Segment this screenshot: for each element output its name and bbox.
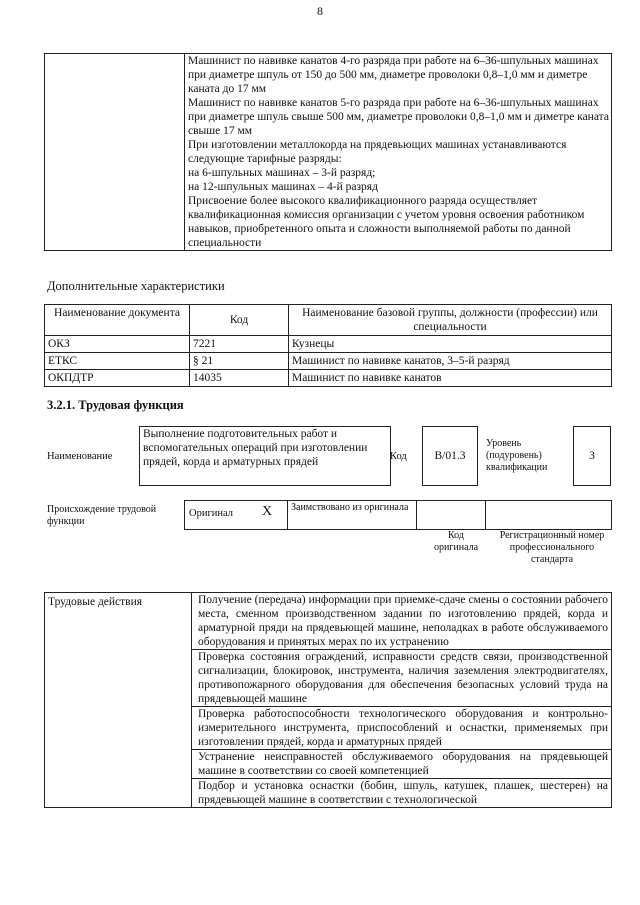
qualification-paragraph: Машинист по навивке канатов 4-го разряда при работе на 6–36-шпульных машинах при диаметре шпуль от 150 до 500 мм, диаметре проволоки 0,8–1,0 мм и диметре каната до 17 мм [188,55,599,95]
table-row [45,336,612,353]
qualification-paragraph: Машинист по навивке канатов 5-го разряда при работе на 6–36-шпульных машинах при диаметре шпуль свыше 500 мм, диаметре проволоки 0,8–1,0 мм и диметре каната свыше 17 мм [188,97,609,137]
section-title: 3.2.1. Трудовая функция [47,398,184,412]
table-row [45,370,612,387]
qualification-paragraph: на 6-шпульных машинах – 3-й разряд; [188,167,376,179]
header-doc: Наименование документа [45,305,190,336]
qualification-text-cell [185,54,612,251]
origin-table [184,500,612,530]
action-item: Получение (передача) информации при приемке-сдаче смены о состоянии рабочего места, сменном производственном задании по изготовлению прядей, корда и арматурной пряди на прядевьющей машине, неполадках в работе обслуживаемого оборудования и принятых мерах по их устранению [192,593,612,650]
level-value-box: 3 [573,426,611,486]
qualification-paragraph: Присвоение более высокого квалификационного разряда осуществляет квалификационная комиссия организации с учетом уровня освоения работником навыков, приобретенного опыта и сложности выполняемой работы по данной специальности [188,195,585,249]
reg-number-cell [486,501,612,530]
reg-number-label: Регистрационный номер профессионального стандарта [499,530,605,565]
qualification-paragraph: на 12-шпульных машинах – 4-й разряд [188,181,378,193]
page-number: 8 [317,4,323,18]
action-item: Проверка состояния ограждений, исправности средств связи, производственной сигнализации, блокировок, инструмента, наличия заземления электродвигателях, противопожарного оборудования для обеспечения безопасных условий труда на прядевьющей машине [192,650,612,707]
level-label: Уровень (подуровень) квалификации [486,438,548,473]
table-row [45,353,612,370]
function-name-box: Выполнение подготовительных работ и вспомогательных операций при изготовлении прядей, корда и арматурных прядей [139,426,391,486]
function-code-box: B/01.3 [422,426,478,486]
additional-title: Дополнительные характеристики [47,279,225,293]
action-item: Подбор и установка оснастки (бобин, шпуль, катушек, плашек, шестерен) на прядевьющей машине в соответствии с технологической [192,779,612,808]
cell-code: 7221 [190,336,289,353]
qualification-table [44,53,612,251]
original-code-cell [417,501,486,530]
action-item: Проверка работоспособности технологического оборудования и контрольно-измерительного инструмента, приспособлений и оснастки, применяемых при изготовлении прядей, корда и арматурных прядей [192,707,612,750]
qualification-paragraph: При изготовлении металлокорда на прядевьющих машинах устанавливаются следующие тарифные разряды: [188,139,567,165]
cell-name: Машинист по навивке канатов [289,370,612,387]
original-label: Оригинал [185,501,248,530]
additional-table [44,304,612,387]
qualification-left-cell [45,54,185,251]
header-name: Наименование базовой группы, должности (профессии) или специальности [289,305,612,336]
original-mark: X [247,501,288,530]
cell-doc: ЕТКС [45,353,190,370]
name-label: Наименование [47,451,113,462]
cell-code: 14035 [190,370,289,387]
cell-name: Кузнецы [289,336,612,353]
cell-doc: ОКПДТР [45,370,190,387]
borrowed-label: Заимствовано из оригинала [288,501,417,530]
cell-doc: ОКЗ [45,336,190,353]
cell-code: § 21 [190,353,289,370]
code-original-label: Код оригинала [433,530,479,553]
action-item: Устранение неисправностей обслуживаемого оборудования на прядевьющей машине в соответствии со своей компетенцией [192,750,612,779]
actions-label: Трудовые действия [45,593,192,808]
origin-label: Происхождение трудовой функции [47,504,157,527]
cell-name: Машинист по навивке канатов, 3–5-й разряд [289,353,612,370]
labor-actions-table [44,592,612,808]
code-label: Код [390,451,407,462]
header-code: Код [190,305,289,336]
